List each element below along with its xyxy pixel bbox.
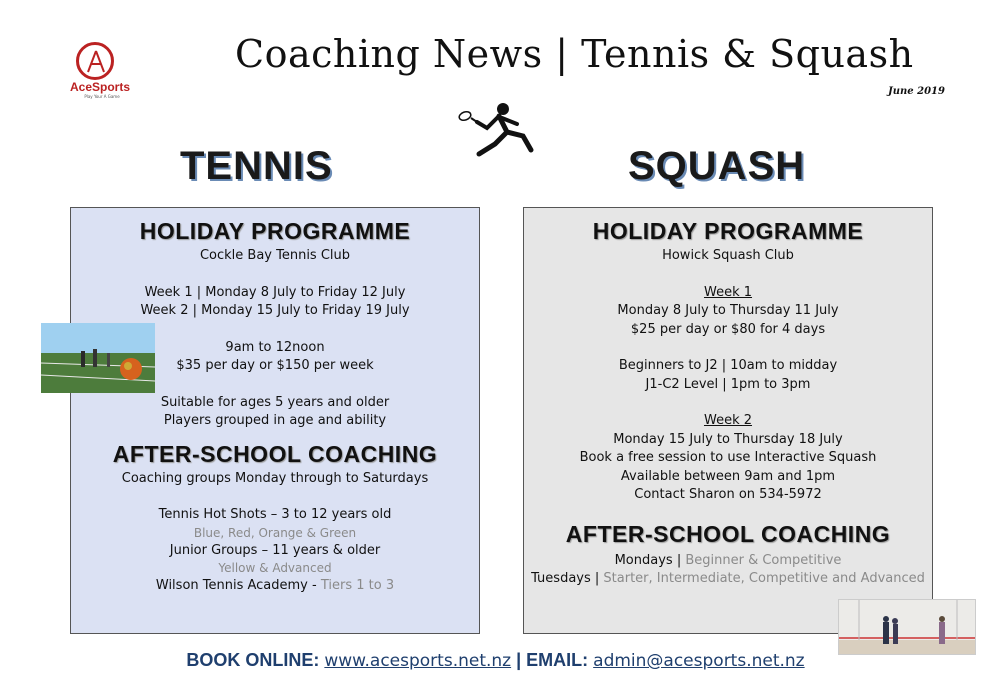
squash-week2-heading: Week 2 — [703, 413, 753, 428]
squash-tuesdays-levels: Starter, Intermediate, Competitive and Advanced — [603, 571, 925, 586]
tennis-academy-tiers: Tiers 1 to 3 — [320, 578, 395, 593]
squash-mondays-levels: Beginner & Competitive — [685, 552, 842, 568]
squash-mondays — [524, 552, 932, 571]
email-label: EMAIL: — [526, 650, 594, 670]
tennis-junior: Junior Groups – 11 years & older — [169, 542, 381, 558]
tennis-heading: TENNIS — [180, 144, 333, 188]
tennis-venue: Cockle Bay Tennis Club — [199, 248, 351, 263]
booking-footer — [0, 650, 991, 671]
squash-week1-dates: Monday 8 July to Thursday 11 July — [617, 303, 839, 318]
squash-week2-dates: Monday 15 July to Thursday 18 July — [613, 431, 843, 447]
squash-court-photo — [838, 599, 976, 655]
squash-beginners: Beginners to J2 | 10am to midday — [618, 358, 838, 373]
tennis-hotshots-levels: Blue, Red, Orange & Green — [193, 525, 357, 540]
tennis-after-school-title: AFTER-SCHOOL COACHING — [112, 440, 438, 467]
squash-availability: Available between 9am and 1pm — [620, 468, 836, 484]
squash-venue: Howick Squash Club — [662, 248, 794, 263]
squash-after-school-title: AFTER-SCHOOL COACHING — [565, 520, 891, 547]
book-online-label: BOOK ONLINE: — [186, 650, 325, 670]
squash-week2-label — [524, 412, 932, 431]
squash-heading: SQUASH — [628, 144, 806, 188]
tennis-week1: Week 1 | Monday 8 July to Friday 12 July — [144, 284, 406, 300]
squash-week1-price: $25 per day or $80 for 4 days — [630, 321, 826, 337]
tennis-hotshots: Tennis Hot Shots – 3 to 12 years old — [158, 507, 392, 522]
squash-holiday-title: HOLIDAY PROGRAMME — [592, 218, 864, 244]
tennis-panel — [70, 207, 480, 634]
tennis-price: $35 per day or $150 per week — [176, 358, 374, 373]
tennis-academy — [71, 577, 479, 596]
squash-panel — [523, 207, 933, 634]
tennis-after-desc: Coaching groups Monday through to Saturdays — [121, 470, 429, 486]
squash-week1-label — [524, 284, 932, 303]
squash-week1-heading: Week 1 — [703, 284, 753, 300]
email-link[interactable]: admin@acesports.net.nz — [593, 651, 805, 671]
tennis-junior-levels: Yellow & Advanced — [218, 561, 332, 575]
logo-subtext: Play Your A Game — [84, 94, 120, 99]
squash-mondays-label: Mondays | — [614, 552, 686, 568]
tennis-week2: Week 2 | Monday 15 July to Friday 19 July — [140, 303, 410, 318]
website-link[interactable]: www.acesports.net.nz — [324, 651, 512, 671]
tennis-time: 9am to 12noon — [225, 339, 325, 355]
logo-text: AceSports — [69, 80, 131, 94]
squash-contact: Contact Sharon on 534-5972 — [634, 487, 822, 502]
tennis-court-photo — [41, 323, 155, 393]
tennis-grouping: Players grouped in age and ability — [163, 413, 387, 428]
logo-emblem-icon — [76, 42, 114, 80]
tennis-ages: Suitable for ages 5 years and older — [160, 394, 390, 410]
issue-date: June 2019 — [888, 86, 945, 97]
page-title: Coaching News | Tennis & Squash — [235, 32, 914, 76]
squash-free-session: Book a free session to use Interactive Squash — [579, 450, 877, 465]
squash-j1c2: J1-C2 Level | 1pm to 3pm — [645, 376, 811, 392]
tennis-holiday-title: HOLIDAY PROGRAMME — [139, 218, 411, 244]
acesports-logo — [60, 42, 140, 100]
tennis-academy-label: Wilson Tennis Academy - — [155, 578, 321, 593]
racquet-player-icon — [455, 100, 540, 160]
squash-tuesdays — [524, 570, 932, 589]
squash-tuesdays-label: Tuesdays | — [531, 571, 604, 586]
footer-separator: | — [511, 650, 527, 670]
